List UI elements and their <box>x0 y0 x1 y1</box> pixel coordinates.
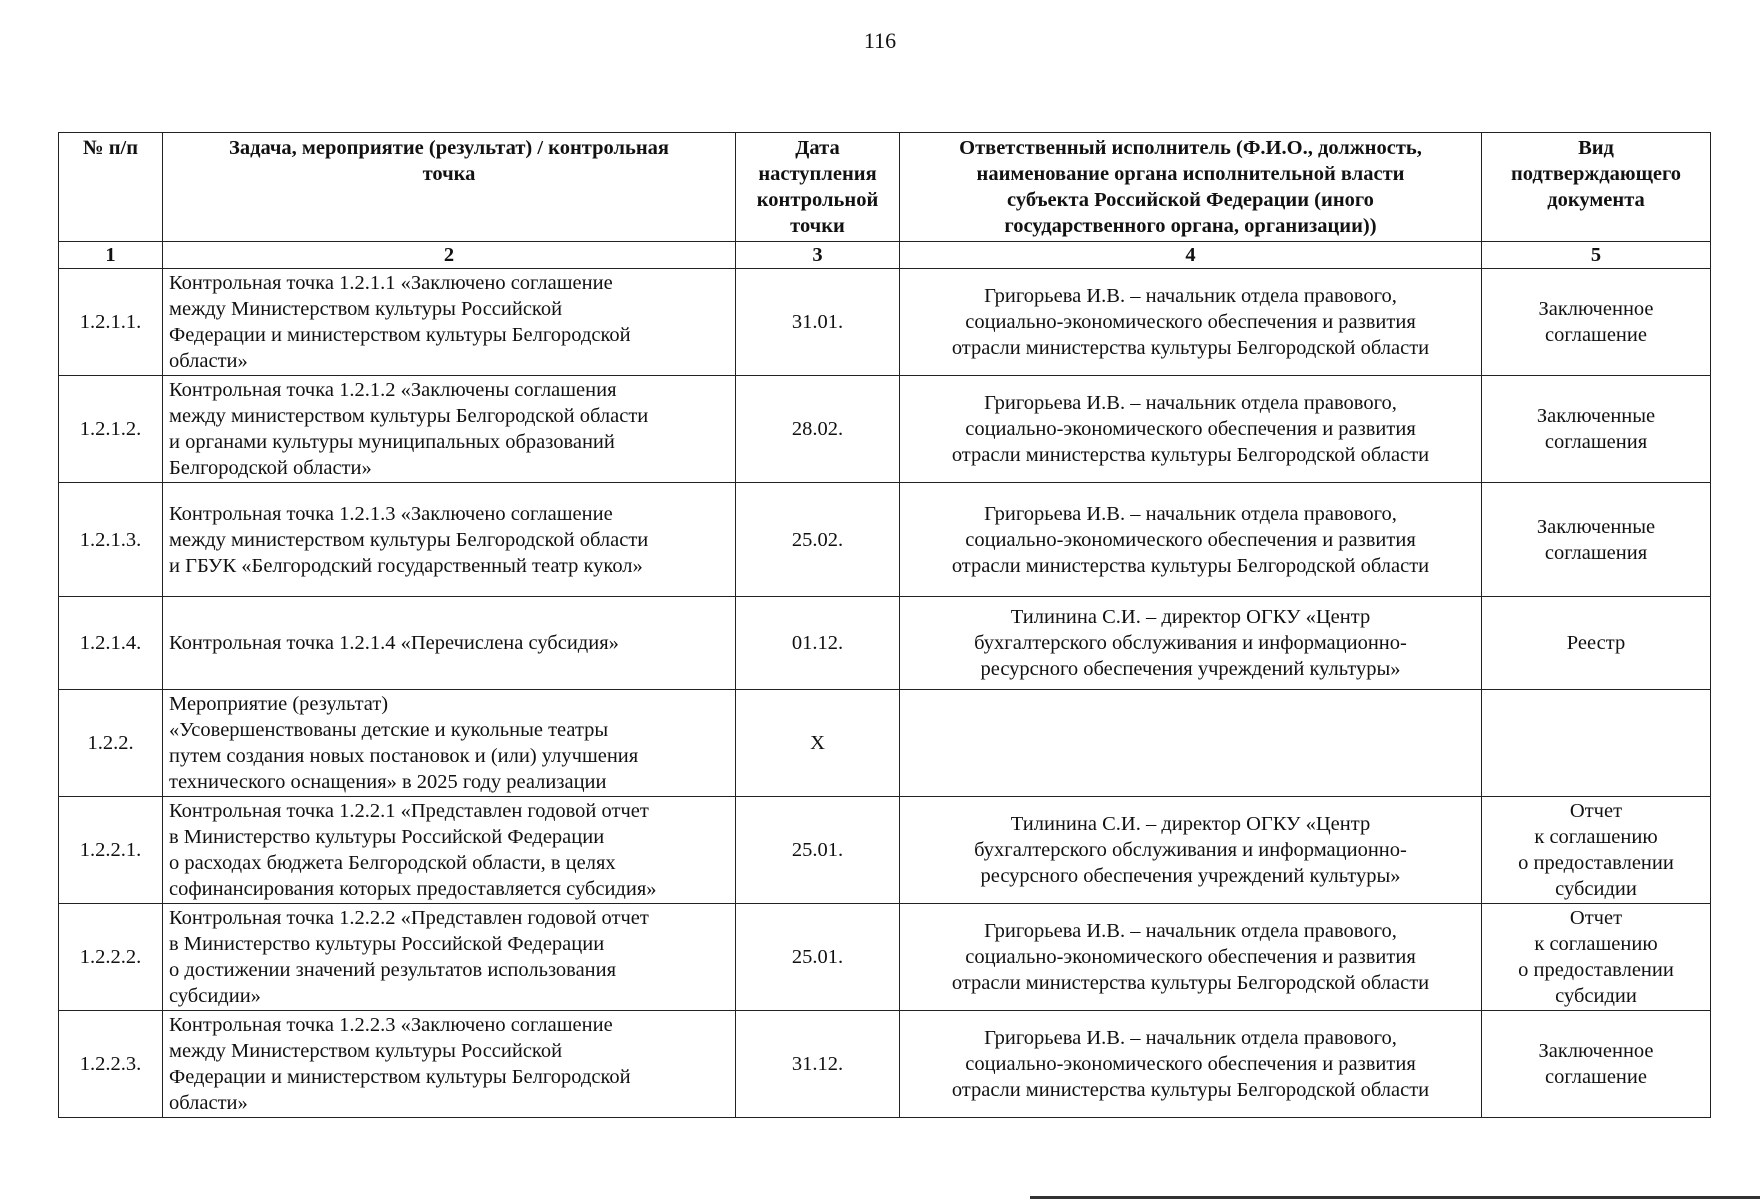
table-row <box>59 1011 1711 1118</box>
row-date: 01.12. <box>736 597 900 690</box>
bottom-rule <box>1030 1196 1760 1199</box>
row-responsible: Тилинина С.И. – директор ОГКУ «Центр бухгалтерского обслуживания и информационно- ресурсного обеспечения учреждений культуры» <box>900 797 1482 904</box>
row-responsible <box>900 690 1482 797</box>
column-number: 1 <box>59 242 163 269</box>
row-task: Контрольная точка 1.2.2.1 «Представлен годовой отчет в Министерство культуры Российской Федерации о расходах бюджета Белгородской области, в целях софинансирования которых предоставляется субсидия» <box>163 797 736 904</box>
row-date: 31.12. <box>736 1011 900 1118</box>
header-number: № п/п <box>59 133 163 242</box>
row-date: 25.02. <box>736 483 900 597</box>
row-number: 1.2.2.1. <box>59 797 163 904</box>
row-responsible: Григорьева И.В. – начальник отдела правового, социально-экономического обеспечения и развития отрасли министерства культуры Белгородской области <box>900 376 1482 483</box>
column-numbers-row <box>59 242 1711 269</box>
table-row <box>59 483 1711 597</box>
row-document: Реестр <box>1482 597 1711 690</box>
row-task: Мероприятие (результат) «Усовершенствованы детские и кукольные театры путем создания новых постановок и (или) улучшения технического оснащения» в 2025 году реализации <box>163 690 736 797</box>
row-task: Контрольная точка 1.2.1.3 «Заключено соглашение между министерством культуры Белгородской области и ГБУК «Белгородский государственный театр кукол» <box>163 483 736 597</box>
page-number: 116 <box>863 28 897 53</box>
column-number: 5 <box>1482 242 1711 269</box>
row-document: Заключенное соглашение <box>1482 1011 1711 1118</box>
header-responsible: Ответственный исполнитель (Ф.И.О., должность, наименование органа исполнительной власти субъекта Российской Федерации (иного государственного органа, организации)) <box>900 133 1482 242</box>
row-document: Заключенные соглашения <box>1482 483 1711 597</box>
table-row <box>59 690 1711 797</box>
row-task: Контрольная точка 1.2.1.1 «Заключено соглашение между Министерством культуры Российской Федерации и министерством культуры Белгородской области» <box>163 269 736 376</box>
row-responsible: Григорьева И.В. – начальник отдела правового, социально-экономического обеспечения и развития отрасли министерства культуры Белгородской области <box>900 483 1482 597</box>
row-date: Х <box>736 690 900 797</box>
header-date: Дата наступления контрольной точки <box>736 133 900 242</box>
row-number: 1.2.1.4. <box>59 597 163 690</box>
row-number: 1.2.1.3. <box>59 483 163 597</box>
table-row <box>59 904 1711 1011</box>
row-number: 1.2.2. <box>59 690 163 797</box>
row-date: 28.02. <box>736 376 900 483</box>
row-document: Отчет к соглашению о предоставлении субсидии <box>1482 904 1711 1011</box>
table-row <box>59 597 1711 690</box>
control-points-table <box>58 132 1711 1118</box>
row-responsible: Григорьева И.В. – начальник отдела правового, социально-экономического обеспечения и развития отрасли министерства культуры Белгородской области <box>900 904 1482 1011</box>
row-responsible: Тилинина С.И. – директор ОГКУ «Центр бухгалтерского обслуживания и информационно- ресурсного обеспечения учреждений культуры» <box>900 597 1482 690</box>
row-task: Контрольная точка 1.2.1.4 «Перечислена субсидия» <box>163 597 736 690</box>
row-document <box>1482 690 1711 797</box>
table-row <box>59 376 1711 483</box>
row-document: Заключенное соглашение <box>1482 269 1711 376</box>
row-task: Контрольная точка 1.2.2.2 «Представлен годовой отчет в Министерство культуры Российской Федерации о достижении значений результатов использования субсидии» <box>163 904 736 1011</box>
row-document: Отчет к соглашению о предоставлении субсидии <box>1482 797 1711 904</box>
row-number: 1.2.1.1. <box>59 269 163 376</box>
row-number: 1.2.2.2. <box>59 904 163 1011</box>
table-row <box>59 269 1711 376</box>
row-date: 31.01. <box>736 269 900 376</box>
header-document: Вид подтверждающего документа <box>1482 133 1711 242</box>
column-number: 3 <box>736 242 900 269</box>
header-task: Задача, мероприятие (результат) / контрольная точка <box>163 133 736 242</box>
column-number: 2 <box>163 242 736 269</box>
row-task: Контрольная точка 1.2.2.3 «Заключено соглашение между Министерством культуры Российской Федерации и министерством культуры Белгородской области» <box>163 1011 736 1118</box>
column-number: 4 <box>900 242 1482 269</box>
row-number: 1.2.1.2. <box>59 376 163 483</box>
row-date: 25.01. <box>736 797 900 904</box>
row-responsible: Григорьева И.В. – начальник отдела правового, социально-экономического обеспечения и развития отрасли министерства культуры Белгородской области <box>900 1011 1482 1118</box>
table-header-row <box>59 133 1711 242</box>
row-number: 1.2.2.3. <box>59 1011 163 1118</box>
row-task: Контрольная точка 1.2.1.2 «Заключены соглашения между министерством культуры Белгородской области и органами культуры муниципальных образований Белгородской области» <box>163 376 736 483</box>
row-responsible: Григорьева И.В. – начальник отдела правового, социально-экономического обеспечения и развития отрасли министерства культуры Белгородской области <box>900 269 1482 376</box>
row-date: 25.01. <box>736 904 900 1011</box>
row-document: Заключенные соглашения <box>1482 376 1711 483</box>
table-row <box>59 797 1711 904</box>
